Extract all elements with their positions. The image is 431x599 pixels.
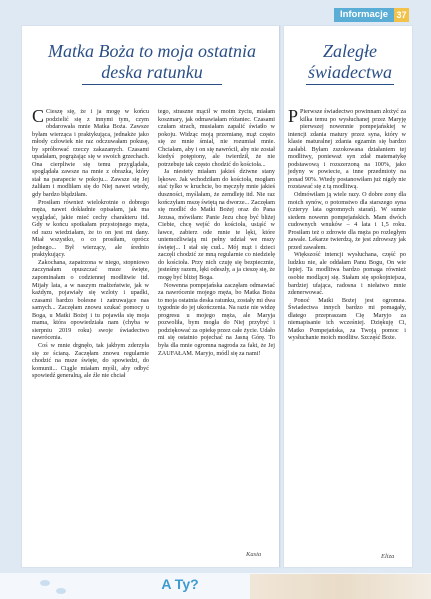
paragraph: Ja niestety miałam jakieś dziwne stany lękowe. Jak wchodziłam do kościoła, mogłam stać tylko w kruchcie, bo męczyły mnie jakieś duszności, myślałam, że zemdleję itd. Nie raz kończyłam mszę świętą na dworze... Zaczęłam się modlić do Matki Bożej oraz do Pana Jezusa, mówiłam: Panie Jezu chcę być bliżej Ciebie, chcę wejść do kościoła, usiąść w ławce, zabierz ode mnie te lęki, które uniemożliwiają mi pełny udział we mszy świętej... I stał się cud... Mój mąż i dzieci zaczęli chodzić ze mną regularnie co niedzielę do kościoła. Przy nich czuję się bezpiecznie, jesteśmy razem, lęki odeszły, a ja cieszę się, że mogę być bliżej Boga. xyxy=(158,168,275,282)
left-article-column-2 xyxy=(158,108,275,357)
paragraph: C Cieszę się, że i ja mogę w końcu podzielić się z innymi tym, czym obdarowała mnie Matka Boża. Zawsze byłam wierząca i praktykująca, jednakże jako młody człowiek nie raz odczuwałam pokusę, by spróbować rzeczy zakazanych. Czasami upadałam, pogrążając się w swoich grzechach. Ona cierpliwie się temu przyglądała, spoglądała zawsze na mnie z obrazka, który stał na parapecie w pokoju... Zawsze się Jej żaliłam i modliłam się do Niej nawet wtedy, gdy bardzo błądziłam. xyxy=(32,106,149,199)
left-article-title xyxy=(30,41,274,83)
leaf-icon xyxy=(40,580,50,586)
paragraph: tego, straszne mącił w moim życiu, miałam koszmary, jak odmawiałam różaniec. Czasami czułam strach, musiałam zapalić światło w pokoju. Widząc moją przemianę, mąż często się ze mnie śmiał, nie rozumiał mnie. Chciałam, aby i on się nawrócił, aby nie został kiedyś potępiony, ale twierdził, że nie potrzebuje tak często chodzić do kościoła... xyxy=(158,108,275,168)
paragraph: Większość intencji wysłuchana, część po ludzku nie, ale oddałam Panu Bogu, On wie lepiej. Ta modlitwa bardzo pomaga również osobie modlącej się. Stałam się spokojniejsza, bardziej ufająca, radosna i niełatwo mnie zdenerwować. xyxy=(288,251,406,297)
section-label: Informacje xyxy=(334,8,394,22)
left-title-line2: deska ratunku xyxy=(101,62,203,82)
left-article-column-1 xyxy=(32,108,149,380)
right-article-signature: Eliza xyxy=(381,553,395,560)
right-title-line2: świadectwa xyxy=(308,62,392,82)
right-article-title xyxy=(288,41,412,83)
drop-cap: C xyxy=(32,106,45,126)
paragraph: Nowenna pompejańska zaczęłam odmawiać za nawrócenie mojego męża, bo Matka Boża to moja ostatnia deska ratunku, zostały mi dwa tygodnie do jej ukończenia. Na razie nie widzę progresu u mojego męża, ale Maryja pozwoliła, bym mogła do Niej przybyć i podziękować za opiekę przez całe życie. Udało mi się ostatnio pojechać na Jasną Górę. To była dla mnie ogromna nagroda za fakt, że Jej ZAUFAŁAM. Maryjo, módl się za nami! xyxy=(158,281,275,357)
paragraph: Prosiłam również wielokrotnie o dobrego męża, nawet dokładnie opisałam, jak ma wyglądać, jakie mieć cechy charakteru itd. Gdy w końcu spotkałam przystojnego męża, od razu wiedziałam, że to on jest mi dany. Miał wszystko, o co prosiłam, oprócz jednego... Był wierzący, ale średnio praktykujący. xyxy=(32,198,149,259)
left-title-underline xyxy=(82,84,222,85)
paragraph: Odmówiłam ją wiele razy. O dobre zony dla moich synów, o potomstwo dla starszego syna (czteryy lata ogromnych starań). W sumie siedem nowenn pompejańskich. Mam dwóch cudownych wnuków – 4 lata i 1,5 roku. Prosiłam też o zdrowie dla męża po rozległym zawale. Lekarze twierdzą, że jest zdrowszy jak przed zawałem. xyxy=(288,191,406,251)
left-article-signature: Kasia xyxy=(246,551,262,558)
right-title-underline xyxy=(306,84,394,85)
right-title-line1: Zaległe xyxy=(323,41,377,61)
left-title-line1: Matka Boża to moja ostatnia xyxy=(48,41,256,61)
page-header xyxy=(0,6,431,24)
page-number: 37 xyxy=(394,8,409,22)
paragraph: Ponoć Matki Bożej jest ogromna. Świadectwa innych bardzo mi pomagały, dlatego przepraszam Cię Maryjo za niemapisanie ich wcześniej. Dziękuję Ci, Matko Pompejańska, za Twoją pomoc i wysłuchanie moich modlitw. Szczęść Boże. xyxy=(288,296,406,342)
promo-heading: A Ty? xyxy=(161,576,199,592)
drop-cap: P xyxy=(288,106,299,126)
paragraph: P Pierwsze świadectwo powinnam złożyć za kilka temu po wysłuchanej przez Maryję pierwszej nowennie pompejańskiej w intencji zdania matury przez syna, który w klasie maturalnej zdania egzamin się bardzo zasłabł. Byłam zszokowana działaniem tej modlitwy, ponieważ syn zdał matematykę podstawową i rozszerzoną na 100%, jako jedyny w powiecie, a inne przedmioty na ponad 90%. Wtedy postanowiłam już nigdy nie rozstawać się z tą modlitwą. xyxy=(288,106,406,191)
leaf-icon xyxy=(56,588,66,594)
paragraph: Coś w mnie drgnęło, tak jakbym zderzyła się ze ścianą. Zaczęłam znowu regularnie chodzić na msze święte, do spowiedzi, do komunii... Ciągle miałam myśli, aby odbyć spowiedź generalną, ale źle nie chciał xyxy=(32,341,149,380)
right-article-column xyxy=(288,108,406,342)
paragraph: Zakochana, zapatrzona w niego, stopniowo zaczynałam opuszczać msze święte, zapominałam o codziennej modlitwie itd. Mijały lata, a w naszym małżeństwie, jak w każdym, pojawiały się wzloty i upadki, czasami bardzo bolesne i zatruwające nas samych... Zaczęłam znowu szukać pomocy u Boga, u Matki Bożej i tu pojawiła się moja mama, która opowiedziała nam (chyba w sierpniu 2019 roku) swoje świadectwo nawrócenia. xyxy=(32,258,149,342)
